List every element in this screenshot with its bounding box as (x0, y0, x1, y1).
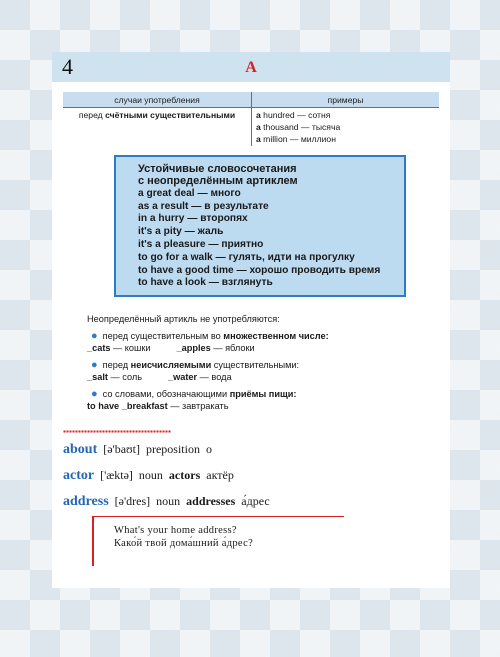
collocations-title: Устойчивые словосочетания (138, 163, 297, 175)
example-translation: — яблоки (210, 342, 255, 353)
example-text: hundred — сотня (260, 110, 331, 120)
usage-table (63, 92, 439, 146)
translation: актёр (206, 468, 234, 482)
example-translation: — завтракать (167, 400, 229, 411)
section-title: Неопределённый артикль не употребляются: (87, 314, 280, 324)
example-line (256, 121, 435, 133)
headword: about (63, 442, 98, 457)
example-word: _water (168, 371, 198, 382)
translation: а́дрес (241, 494, 270, 508)
example-translation: — вода (197, 371, 232, 382)
usage-table-header-row (63, 92, 439, 108)
example-translation: — кошки (110, 342, 151, 353)
rule-text: со словами, обозначающими (102, 389, 230, 400)
headword: actor (63, 468, 95, 483)
rule-group (87, 331, 437, 354)
dictionary-page (52, 52, 450, 588)
collocation-item: in a hurry — второпях (138, 213, 248, 225)
example-word: _cats (87, 342, 111, 353)
example-line (256, 109, 435, 121)
example-word: _salt (87, 371, 108, 382)
plural-form: addresses (186, 494, 236, 508)
rule-bold: множественном числе: (223, 331, 329, 341)
part-of-speech: preposition (145, 442, 200, 456)
example-english: What's your home address? (114, 525, 237, 536)
transcription: [ə'baʊt] (103, 442, 140, 456)
bullet-icon: ● (91, 330, 98, 342)
rule-text: перед (102, 360, 131, 371)
usage-example-box (92, 516, 344, 566)
example-text: thousand — тысяча (260, 122, 341, 132)
example-article: a (256, 134, 261, 144)
transcription: [ə'dres] (114, 494, 151, 508)
headword: address (63, 494, 109, 509)
usage-column-header: случаи употребления (63, 92, 252, 108)
example-translation: — соль (107, 371, 142, 382)
rule-group (87, 360, 437, 383)
examples-cell (252, 108, 440, 147)
usage-bold: счётными существительными (105, 110, 236, 120)
rule-bold: неисчисляемыми (130, 360, 212, 371)
translation: о (205, 442, 212, 456)
letter-heading: A (245, 59, 257, 76)
collocation-item: it's a pity — жаль (138, 226, 224, 238)
rule-text: перед существительным во (102, 331, 224, 341)
example-line (256, 133, 435, 145)
part-of-speech: noun (156, 494, 181, 508)
dictionary-entry (63, 468, 234, 484)
rule-line (87, 360, 437, 372)
collocation-item: a great deal — много (138, 187, 241, 199)
rule-text: существительными: (211, 360, 300, 371)
transcription: ['æktə] (100, 468, 133, 482)
example-article: a (256, 122, 261, 132)
rule-line (87, 331, 437, 343)
collocation-item: as a result — в результате (138, 200, 269, 212)
dictionary-entry (63, 442, 212, 458)
page-number: 4 (62, 54, 73, 79)
usage-prefix: перед (78, 110, 106, 120)
examples-column-header: примеры (252, 92, 440, 108)
bullet-icon: ● (91, 388, 98, 401)
part-of-speech: noun (138, 468, 163, 482)
collocation-item: to have a good time — хорошо проводить время (138, 264, 381, 276)
example-article: a (256, 110, 261, 120)
example-word: _apples (176, 342, 211, 353)
example-word: to have _breakfast (87, 400, 168, 411)
collocations-title: с неопределённым артиклем (138, 175, 298, 188)
dictionary-entry (63, 494, 270, 510)
bullet-icon: ● (91, 359, 98, 372)
dotted-divider (63, 430, 171, 433)
collocations-box (114, 155, 406, 297)
example-text: million — миллион (260, 134, 336, 144)
article-not-used-section (87, 314, 437, 419)
usage-cell (63, 108, 252, 147)
rule-line (87, 389, 437, 401)
collocation-item: to have a look — взглянуть (138, 277, 273, 289)
plural-form: actors (168, 468, 201, 482)
rule-examples (87, 343, 437, 355)
rule-bold: приёмы пищи: (229, 389, 297, 400)
usage-table-row (63, 108, 439, 147)
rule-examples (87, 372, 437, 384)
rule-group (87, 389, 437, 412)
collocation-item: to go for a walk — гулять, идти на прогулку (138, 251, 355, 263)
collocation-item: it's a pleasure — приятно (138, 239, 264, 250)
rule-examples (87, 401, 437, 413)
example-russian: Како́й твой дома́шний а́дрес? (114, 538, 254, 549)
